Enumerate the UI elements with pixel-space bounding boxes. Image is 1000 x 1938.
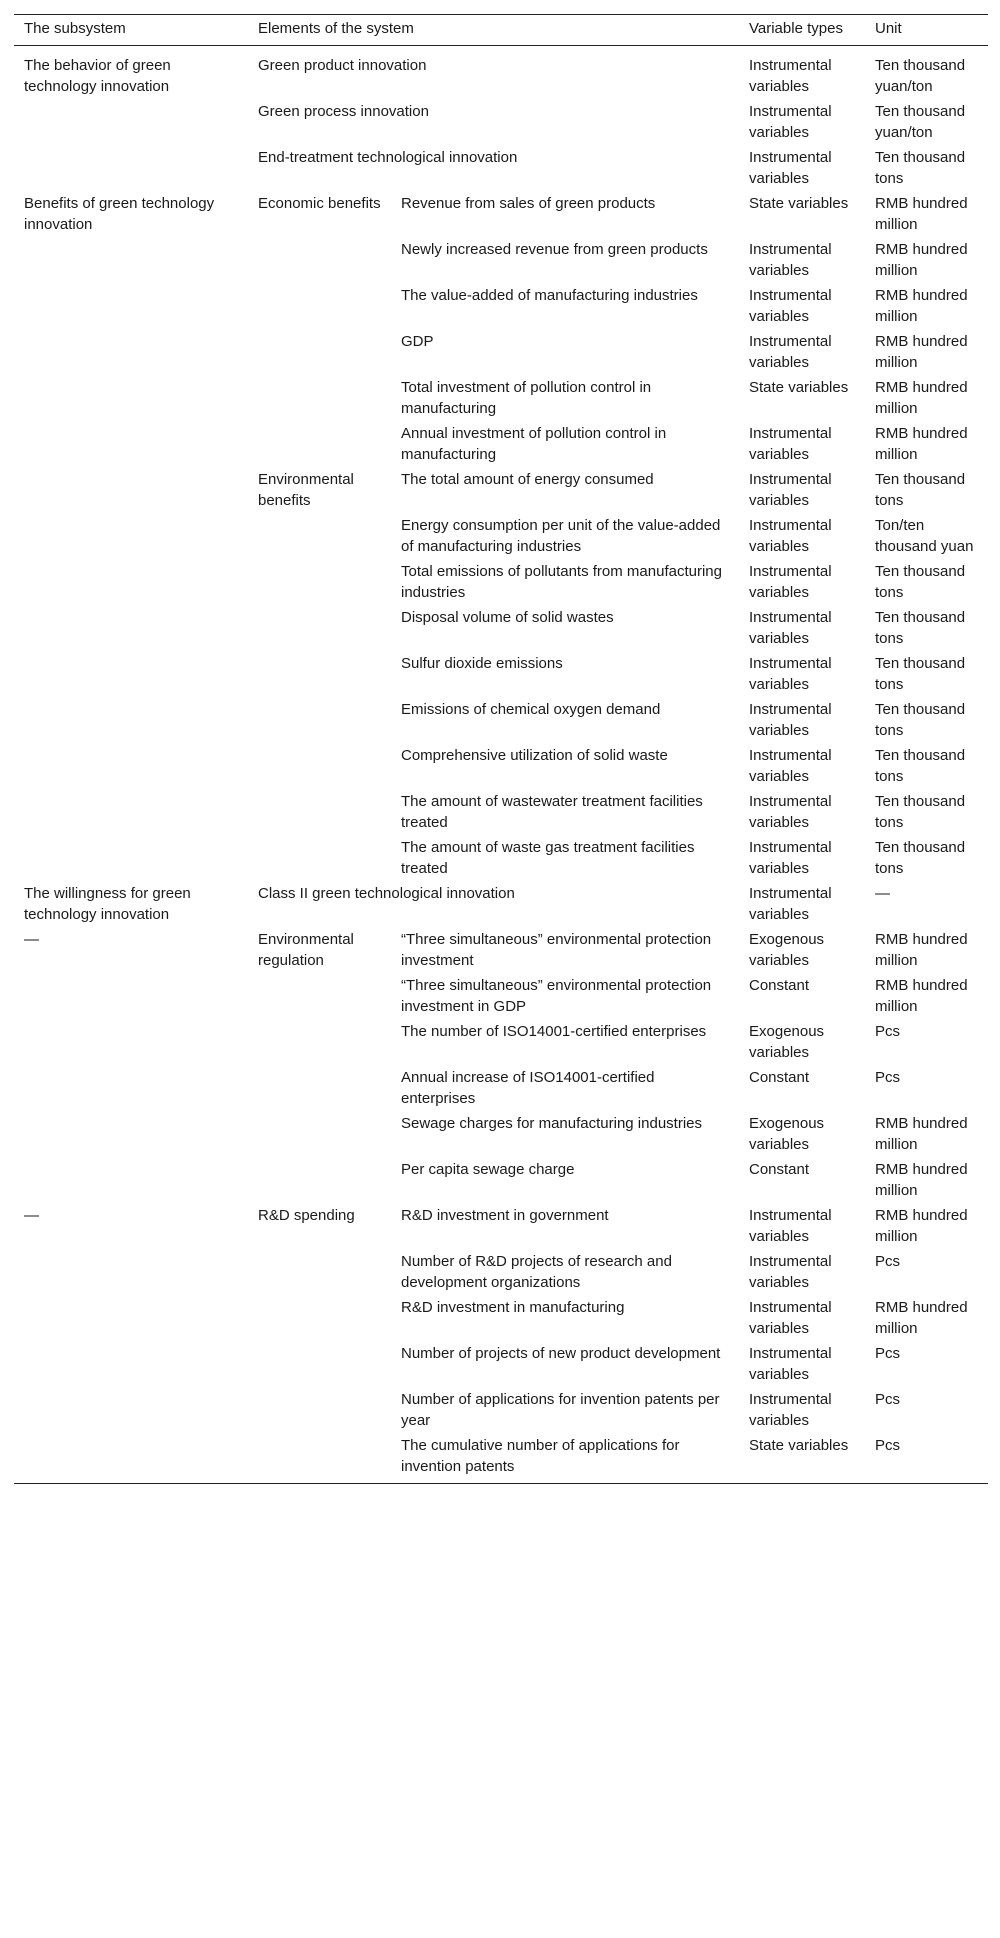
subsystem-cell: [14, 331, 248, 377]
element-cell: R&D investment in government: [401, 1207, 609, 1224]
element-cell: GDP: [401, 333, 434, 350]
unit-cell: Ten thousand tons: [875, 149, 966, 187]
element-cell: Total emissions of pollutants from manufacturing industries: [401, 563, 722, 601]
subsystem-cell: [14, 1021, 248, 1067]
element-group-cell: [248, 561, 391, 607]
variable-type-cell: Exogenous variables: [749, 931, 825, 969]
element-group-cell: [248, 837, 391, 883]
unit-cell: —: [875, 885, 890, 902]
unit-cell: Pcs: [875, 1345, 901, 1362]
element-cell: Number of projects of new product development: [401, 1345, 721, 1362]
subsystem-cell: [14, 1113, 248, 1159]
variable-type-cell: Instrumental variables: [749, 701, 832, 739]
element-cell: Annual investment of pollution control in manufacturing: [401, 425, 667, 463]
table-row: [14, 1435, 988, 1484]
header-variable-types: Variable types: [739, 15, 865, 46]
element-group-cell: [248, 975, 391, 1021]
subsystem-cell: [14, 1159, 248, 1205]
element-group-cell: [248, 1389, 391, 1435]
element-cell: Comprehensive utilization of solid waste: [401, 747, 668, 764]
subsystem-cell: Benefits of green technology innovation: [24, 195, 215, 233]
unit-cell: Pcs: [865, 1435, 988, 1484]
variable-type-cell: Instrumental variables: [749, 149, 832, 187]
element-cell: End-treatment technological innovation: [258, 149, 518, 166]
subsystem-cell: —: [24, 931, 39, 948]
subsystem-cell: [14, 561, 248, 607]
header-elements: Elements of the system: [248, 15, 739, 46]
variable-type-cell: Instrumental variables: [749, 1299, 832, 1337]
unit-cell: Ten thousand tons: [875, 655, 966, 693]
subsystem-cell: [14, 377, 248, 423]
unit-cell: RMB hundred million: [875, 195, 968, 233]
table-row: [14, 193, 988, 239]
variable-type-cell: State variables: [739, 1435, 865, 1484]
unit-cell: RMB hundred million: [875, 241, 968, 279]
unit-cell: Pcs: [875, 1391, 901, 1408]
element-group-cell: Economic benefits: [258, 195, 381, 212]
table-row: [14, 745, 988, 791]
unit-cell: Ten thousand tons: [875, 563, 966, 601]
element-cell: Total investment of pollution control in manufacturing: [401, 379, 652, 417]
element-group-cell: [248, 745, 391, 791]
element-cell: Disposal volume of solid wastes: [401, 609, 614, 626]
variable-type-cell: Instrumental variables: [749, 563, 832, 601]
element-cell: Emissions of chemical oxygen demand: [401, 701, 661, 718]
unit-cell: RMB hundred million: [875, 287, 968, 325]
element-group-cell: [248, 423, 391, 469]
table-row: [14, 883, 988, 929]
subsystem-cell: The willingness for green technology innovation: [24, 885, 191, 923]
element-cell: Newly increased revenue from green products: [401, 241, 708, 258]
unit-cell: RMB hundred million: [875, 379, 968, 417]
unit-cell: RMB hundred million: [875, 1115, 968, 1153]
element-group-cell: [248, 1021, 391, 1067]
element-cell: The number of ISO14001-certified enterprises: [401, 1023, 707, 1040]
variable-type-cell: Instrumental variables: [749, 793, 832, 831]
table-row: [14, 46, 988, 102]
table-row: [14, 239, 988, 285]
unit-cell: RMB hundred million: [875, 333, 968, 371]
table-body: [14, 46, 988, 1484]
unit-cell: Ten thousand yuan/ton: [875, 103, 966, 141]
element-cell: Number of applications for invention patents per year: [401, 1391, 720, 1429]
table-row: [14, 147, 988, 193]
table-row: [14, 1205, 988, 1251]
element-group-cell: [248, 377, 391, 423]
subsystem-cell: [14, 975, 248, 1021]
element-group-cell: [248, 331, 391, 377]
unit-cell: Pcs: [875, 1253, 901, 1270]
unit-cell: Ten thousand tons: [875, 471, 966, 509]
element-group-cell: R&D spending: [258, 1207, 355, 1224]
element-cell: The total amount of energy consumed: [401, 471, 654, 488]
element-cell: Per capita sewage charge: [401, 1161, 575, 1178]
variable-type-cell: Constant: [749, 1161, 810, 1178]
variable-type-cell: Instrumental variables: [749, 333, 832, 371]
variable-type-cell: Instrumental variables: [749, 609, 832, 647]
subsystem-cell: [14, 745, 248, 791]
header-unit: Unit: [865, 15, 988, 46]
subsystem-cell: [14, 423, 248, 469]
unit-cell: RMB hundred million: [875, 1207, 968, 1245]
table-row: [14, 699, 988, 745]
table-row: [14, 1251, 988, 1297]
variable-type-cell: State variables: [749, 195, 849, 212]
variable-type-cell: Instrumental variables: [749, 885, 832, 923]
subsystem-cell: [14, 607, 248, 653]
variable-type-cell: Instrumental variables: [749, 1345, 832, 1383]
table-row: [14, 1343, 988, 1389]
table-row: [14, 1389, 988, 1435]
subsystem-cell: [14, 147, 248, 193]
subsystem-cell: —: [24, 1207, 39, 1224]
subsystem-cell: [14, 469, 248, 515]
element-cell: Class II green technological innovation: [258, 885, 515, 902]
table-row: [14, 929, 988, 975]
unit-cell: Ten thousand tons: [875, 609, 966, 647]
header-row: [14, 15, 988, 46]
variable-type-cell: State variables: [749, 379, 849, 396]
table-row: [14, 331, 988, 377]
header-subsystem: The subsystem: [14, 15, 248, 46]
element-cell: Annual increase of ISO14001-certified enterprises: [401, 1069, 655, 1107]
variable-type-cell: Instrumental variables: [749, 655, 832, 693]
unit-cell: RMB hundred million: [875, 931, 968, 969]
subsystem-cell: [14, 285, 248, 331]
element-group-cell: [248, 285, 391, 331]
table-row: [14, 837, 988, 883]
element-cell: Number of R&D projects of research and development organizations: [401, 1253, 672, 1291]
element-cell: Sewage charges for manufacturing industries: [401, 1115, 702, 1132]
unit-cell: Pcs: [875, 1069, 901, 1086]
variable-type-cell: Instrumental variables: [749, 103, 832, 141]
element-group-cell: [248, 1159, 391, 1205]
element-cell: Sulfur dioxide emissions: [401, 655, 563, 672]
variable-type-cell: Instrumental variables: [749, 425, 832, 463]
subsystem-cell: [14, 837, 248, 883]
variables-table: [14, 14, 988, 1484]
subsystem-cell: [14, 515, 248, 561]
element-group-cell: [248, 1435, 391, 1484]
table-row: [14, 469, 988, 515]
unit-cell: Ten thousand tons: [875, 839, 966, 877]
element-cell: “Three simultaneous” environmental protection investment in GDP: [401, 977, 712, 1015]
table-row: [14, 607, 988, 653]
table-row: [14, 285, 988, 331]
table-row: [14, 561, 988, 607]
element-group-cell: [248, 791, 391, 837]
variable-type-cell: Instrumental variables: [749, 517, 832, 555]
variable-type-cell: Instrumental variables: [749, 747, 832, 785]
table-row: [14, 101, 988, 147]
subsystem-cell: [14, 1297, 248, 1343]
table-row: [14, 791, 988, 837]
variable-type-cell: Instrumental variables: [749, 839, 832, 877]
subsystem-cell: [14, 1435, 248, 1484]
element-cell: The value-added of manufacturing industries: [401, 287, 698, 304]
unit-cell: Ten thousand yuan/ton: [875, 57, 966, 95]
subsystem-cell: [14, 239, 248, 285]
table-row: [14, 377, 988, 423]
unit-cell: Pcs: [875, 1023, 901, 1040]
element-group-cell: [248, 653, 391, 699]
element-cell: R&D investment in manufacturing: [401, 1299, 625, 1316]
unit-cell: RMB hundred million: [875, 1161, 968, 1199]
variable-type-cell: Instrumental variables: [749, 1391, 832, 1429]
unit-cell: Ten thousand tons: [875, 701, 966, 739]
table-row: [14, 1113, 988, 1159]
element-cell: The amount of wastewater treatment facilities treated: [401, 793, 703, 831]
table-row: [14, 1067, 988, 1113]
table-row: [14, 515, 988, 561]
element-group-cell: [248, 1251, 391, 1297]
variable-type-cell: Instrumental variables: [749, 1207, 832, 1245]
subsystem-cell: [14, 791, 248, 837]
table-row: [14, 653, 988, 699]
variable-type-cell: Constant: [749, 1069, 810, 1086]
subsystem-cell: [14, 653, 248, 699]
variable-type-cell: Instrumental variables: [749, 471, 832, 509]
table-row: [14, 1021, 988, 1067]
subsystem-cell: [14, 1389, 248, 1435]
subsystem-cell: [14, 101, 248, 147]
element-group-cell: [248, 1113, 391, 1159]
unit-cell: RMB hundred million: [875, 425, 968, 463]
unit-cell: RMB hundred million: [875, 977, 968, 1015]
variable-type-cell: Instrumental variables: [749, 287, 832, 325]
table-row: [14, 423, 988, 469]
variable-type-cell: Instrumental variables: [749, 241, 832, 279]
table-row: [14, 975, 988, 1021]
variable-type-cell: Exogenous variables: [749, 1115, 825, 1153]
table-row: [14, 1159, 988, 1205]
element-group-cell: [248, 607, 391, 653]
element-cell: “Three simultaneous” environmental protection investment: [401, 931, 712, 969]
element-cell: Green process innovation: [258, 103, 429, 120]
element-group-cell: [248, 699, 391, 745]
element-cell: Energy consumption per unit of the value-added of manufacturing industries: [401, 517, 721, 555]
subsystem-cell: [14, 1343, 248, 1389]
element-cell: The cumulative number of applications for invention patents: [391, 1435, 739, 1484]
unit-cell: Ten thousand tons: [875, 747, 966, 785]
element-group-cell: [248, 1343, 391, 1389]
subsystem-cell: The behavior of green technology innovation: [24, 57, 171, 95]
element-group-cell: Environmental regulation: [258, 931, 354, 969]
element-group-cell: Environmental benefits: [258, 471, 354, 509]
unit-cell: Ten thousand tons: [875, 793, 966, 831]
unit-cell: Ton/ten thousand yuan: [875, 517, 974, 555]
subsystem-cell: [14, 1067, 248, 1113]
variable-type-cell: Constant: [749, 977, 810, 994]
unit-cell: RMB hundred million: [875, 1299, 968, 1337]
subsystem-cell: [14, 1251, 248, 1297]
element-group-cell: [248, 515, 391, 561]
element-group-cell: [248, 239, 391, 285]
element-cell: Revenue from sales of green products: [401, 195, 656, 212]
table-row: [14, 1297, 988, 1343]
subsystem-cell: [14, 699, 248, 745]
variable-type-cell: Exogenous variables: [749, 1023, 825, 1061]
element-group-cell: [248, 1067, 391, 1113]
element-group-cell: [248, 1297, 391, 1343]
variable-type-cell: Instrumental variables: [749, 1253, 832, 1291]
element-cell: Green product innovation: [258, 57, 427, 74]
variable-type-cell: Instrumental variables: [749, 57, 832, 95]
element-cell: The amount of waste gas treatment facilities treated: [401, 839, 695, 877]
